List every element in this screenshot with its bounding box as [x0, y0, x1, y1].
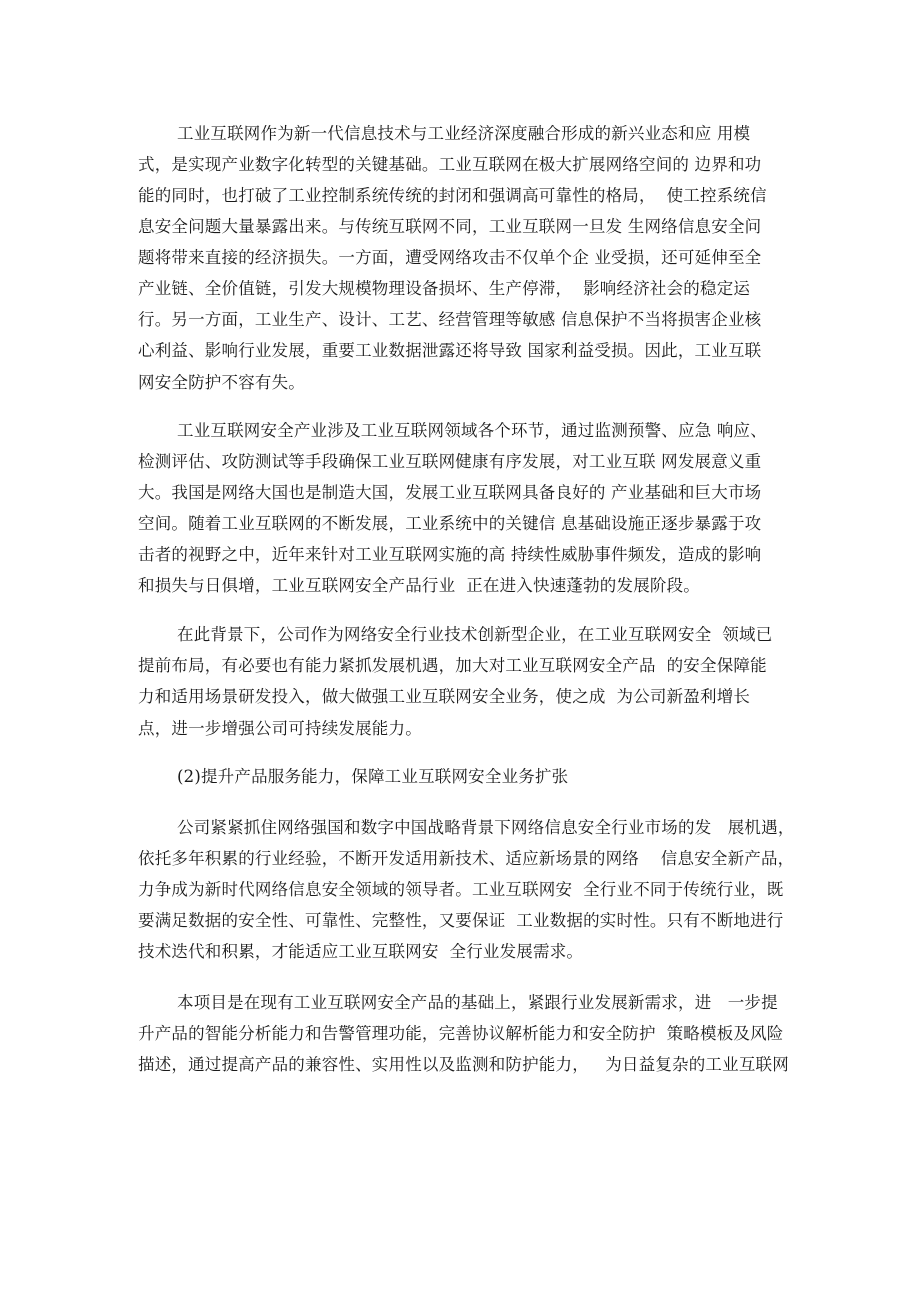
text-line: 工业互联网作为新一代信息技术与工业经济深度融合形成的新兴业态和应 用模 — [177, 124, 751, 143]
text-line: 提前布局，有必要也有能力紧抓发展机遇，加大对工业互联网安全产品 的安全保障能 — [138, 656, 767, 675]
text-line: 点，进一步增强公司可持续发展能力。 — [138, 719, 422, 738]
text-line: 和损失与日俱增，工业互联网安全产品行业 正在进入快速蓬勃的发展阶段。 — [138, 576, 700, 595]
text-line: 产业链、全价值链，引发大规模物理设备损坏、生产停滞， 影响经济社会的稳定运 — [138, 279, 751, 298]
text-line: 本项目是在现有工业互联网安全产品的基础上，紧跟行业发展新需求，进 一步提 — [177, 993, 778, 1012]
section-heading: (2)提升产品服务能力，保障工业互联网安全业务扩张 — [177, 767, 569, 786]
text-line: 能的同时，也打破了工业控制系统传统的封闭和强调高可靠性的格局， 使工控系统信 — [138, 186, 767, 205]
text-line: 空间。随着工业互联网的不断发展，工业系统中的关键信 息基础设施正逐步暴露于攻 — [138, 514, 762, 533]
text-line: 升产品的智能分析能力和告警管理功能，完善协议解析能力和安全防护 策略模板及风险 — [138, 1024, 784, 1043]
text-line: 要满足数据的安全性、可靠性、完整性，又要保证 工业数据的实时性。只有不断地进行 — [138, 911, 784, 930]
text-line: 网安全防护不容有失。 — [138, 373, 305, 392]
text-line: 在此背景下，公司作为网络安全行业技术创新型企业，在工业互联网安全 领域已 — [177, 625, 773, 644]
text-line: 心利益、影响行业发展，重要工业数据泄露还将导致 国家利益受损。因此，工业互联 — [138, 341, 762, 360]
text-line: 依托多年积累的行业经验，不断开发适用新技术、适应新场景的网络 信息安全新产品， — [138, 849, 795, 868]
text-line: 技术迭代和积累，才能适应工业互联网安 全行业发展需求。 — [138, 942, 584, 961]
text-line: 力和适用场景研发投入，做大做强工业互联网安全业务，使之成 为公司新盈利增长 — [138, 687, 751, 706]
text-line: 大。我国是网络大国也是制造大国，发展工业互联网具备良好的 产业基础和巨大市场 — [138, 483, 762, 502]
text-line: 描述，通过提高产品的兼容性、实用性以及监测和防护能力， 为日益复杂的工业互联网 — [138, 1055, 789, 1074]
text-line: 检测评估、攻防测试等手段确保工业互联网健康有序发展，对工业互联 网发展意义重 — [138, 452, 762, 471]
text-line: 力争成为新时代网络信息安全领域的领导者。工业互联网安 全行业不同于传统行业，既 — [138, 880, 784, 899]
text-line: 击者的视野之中，近年来针对工业互联网实施的高 持续性威胁事件频发，造成的影响 — [138, 545, 762, 564]
text-line: 题将带来直接的经济损失。一方面，遭受网络攻击不仅单个企 业受损，还可延伸至全 — [138, 248, 762, 267]
text-line: 行。另一方面，工业生产、设计、工艺、经营管理等敏感 信息保护不当将损害企业核 — [138, 310, 762, 329]
text-line: 工业互联网安全产业涉及工业互联网领域各个环节，通过监测预警、应急 响应、 — [177, 421, 767, 440]
text-line: 式，是实现产业数字化转型的关键基础。工业互联网在极大扩展网络空间的 边界和功 — [138, 155, 762, 174]
text-line: 息安全问题大量暴露出来。与传统互联网不同，工业互联网一旦发 生网络信息安全问 — [138, 217, 762, 236]
text-line: 公司紧紧抓住网络强国和数字中国战略背景下网络信息安全行业市场的发 展机遇， — [177, 818, 795, 837]
